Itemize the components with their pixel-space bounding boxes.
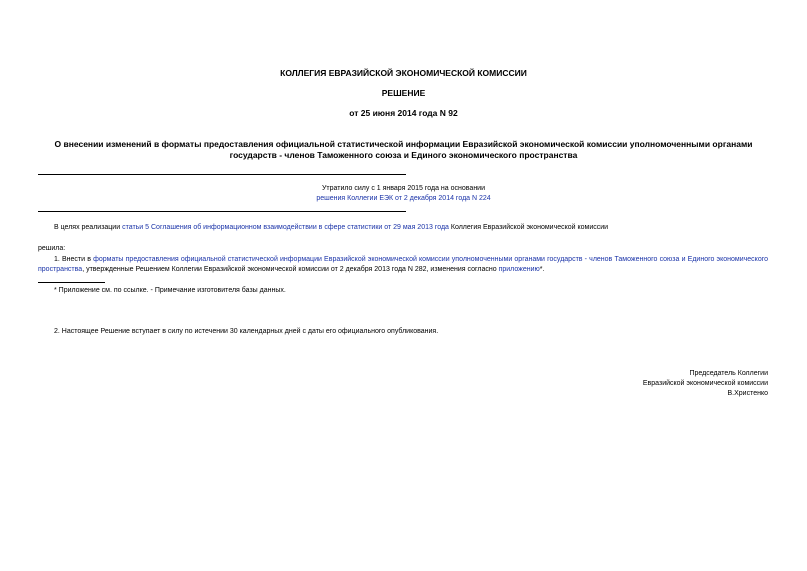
signature-name: В.Христенко [727,390,768,397]
footnote-text: * Приложение см. по ссылке. - Примечание изготовителя базы данных. [54,287,286,294]
footnote-divider [38,282,105,283]
status-text: Утратило силу с 1 января 2015 года на основании [321,185,486,192]
item-1-suffix: *. [539,266,545,273]
preamble-link[interactable]: статьи 5 Соглашения об информационном взаимодействии в сфере статистики от 29 мая 2013 года [122,224,449,231]
signature-organization: Евразийской экономической комиссии [642,380,768,387]
title-line-1: О внесении изменений в форматы предоставления официальной статистической информации Евразийской экономической комиссии уполномоченными органами [54,139,753,149]
divider-bottom [38,211,406,212]
status-note [220,184,587,204]
preamble-suffix: Коллегия Евразийской экономической комиссии [448,224,609,231]
document-title [20,139,787,161]
item-1-prefix: 1. Внести в [54,256,94,263]
signature-title: Председатель Коллегии [689,370,768,377]
preamble-paragraph [54,223,774,233]
decided-label: решила: [38,245,66,252]
item-2-paragraph: 2. Настоящее Решение вступает в силу по истечении 30 календарных дней с даты его официального опубликования. [54,328,439,335]
doc-type-heading: РЕШЕНИЕ [381,88,426,98]
org-heading: КОЛЛЕГИЯ ЕВРАЗИЙСКОЙ ЭКОНОМИЧЕСКОЙ КОМИССИИ [280,68,527,78]
item-1-middle: , утвержденные Решением Коллегии Евразийской экономической комиссии от 2 декабря 2013 года N 282, изменения согласно [82,266,499,273]
signature-block [560,369,768,399]
date-number-heading: от 25 июня 2014 года N 92 [349,108,458,118]
title-line-2: государств - членов Таможенного союза и Единого экономического пространства [229,150,578,160]
status-link[interactable]: решения Коллегии ЕЭК от 2 декабря 2014 года N 224 [316,195,491,202]
item-1-formats-link[interactable]: форматы предоставления официальной статистической информации Евразийской экономической комиссии уполномоченными органами государств - членов Таможенного союза и Единого экономического пространства [38,256,769,273]
divider-top [38,174,406,175]
item-1-paragraph [38,255,768,275]
item-1-appendix-link[interactable]: приложению [498,266,540,273]
preamble-prefix: В целях реализации [54,224,123,231]
